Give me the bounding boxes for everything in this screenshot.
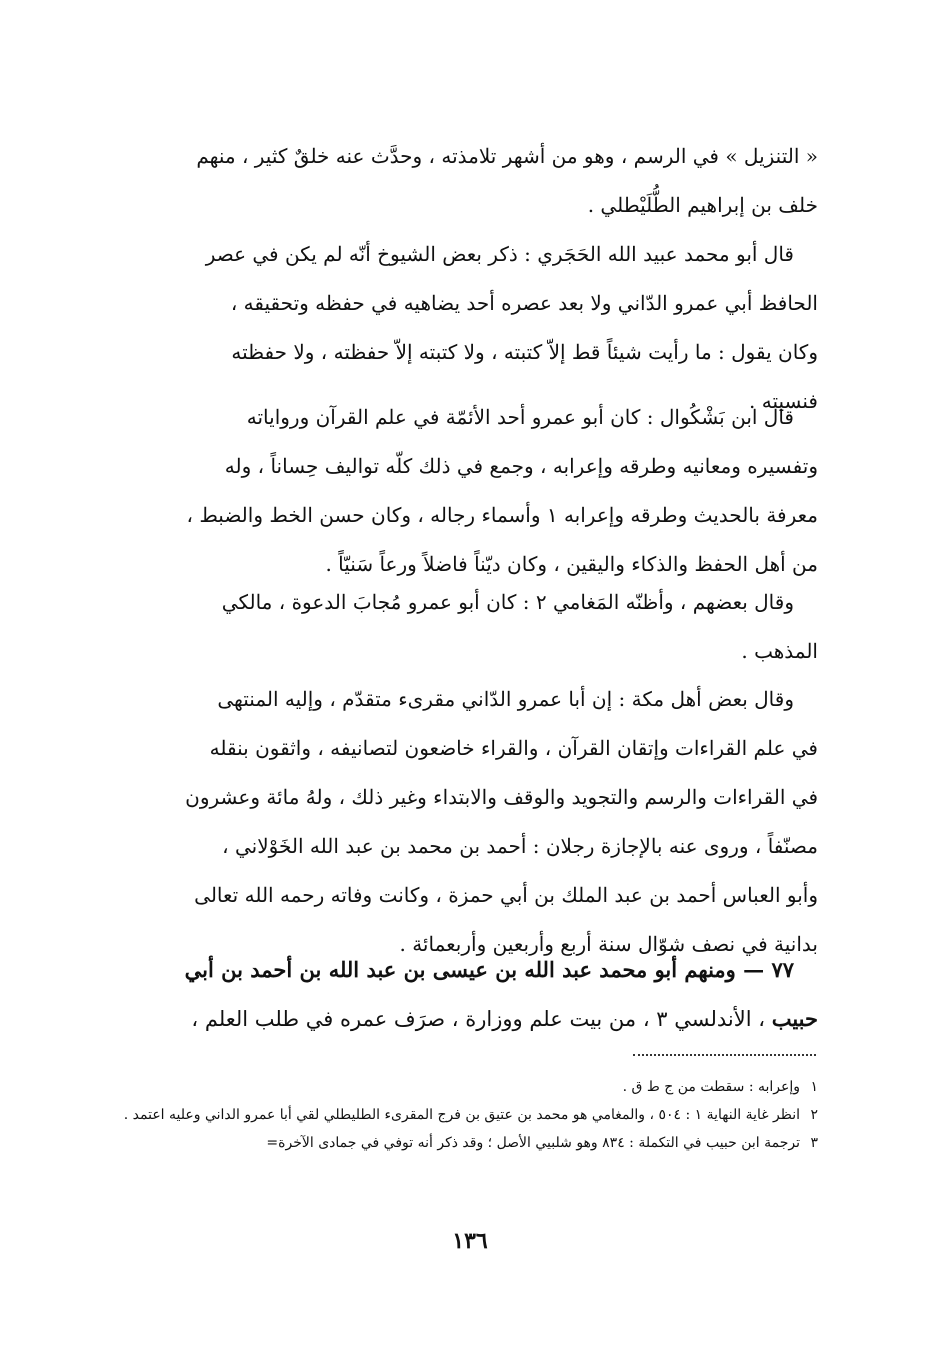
line-text: وقال بعضهم ، وأظنّه المَغامي ٢ : كان أبو عمرو مُجابَ الدعوة ، مالكي <box>221 590 794 614</box>
page-number: ١٣٦ <box>452 1228 488 1254</box>
footnote-text: ترجمة ابن حبيب في التكملة : ٨٣٤ وهو شلبيي الأصل ؛ وقد ذكر أنه توفي في جمادى الآخرة= <box>266 1135 801 1151</box>
entry-number: ٧٧ <box>771 957 794 982</box>
line-text: فنسيته . <box>749 389 818 413</box>
entry-text: ، الأندلسي ٣ ، من بيت علم ووزارة ، صرَف عمره في طلب العلم ، <box>191 1007 766 1031</box>
line-text: وأبو العباس أحمد بن عبد الملك بن أبي حمزة ، وكانت وفاته رحمه الله تعالى <box>194 883 818 907</box>
paragraph-line <box>118 822 818 871</box>
line-text: وتفسيره ومعانيه وطرقه وإعرابه ، وجمع في ذلك كلّه تواليف حِساناً ، وله <box>224 454 818 478</box>
paragraph-line <box>118 871 818 920</box>
footnote-number: ٢ <box>810 1107 818 1123</box>
line-text: في القراءات والرسم والتجويد والوقف والابتداء وغير ذلك ، ولهُ مائة وعشرون <box>185 785 818 809</box>
paragraph-line <box>118 627 818 676</box>
footnote-number: ١ <box>810 1079 818 1095</box>
entry-name: ومنهم أبو محمد عبد الله بن عيسى بن عبد الله بن أحمد بن أبي <box>184 957 736 982</box>
paragraph-line <box>118 491 818 540</box>
footnote-divider <box>633 1054 816 1056</box>
paragraph-line <box>118 773 818 822</box>
line-text: في علم القراءات وإتقان القرآن ، والقراء خاضعون لتصانيفه ، واثقون بنقله <box>209 736 818 760</box>
entry-name-end: حبيب <box>771 1006 818 1031</box>
footnote <box>118 1129 818 1157</box>
footnote-text: وإعرابه : سقطت من ج ط ق . <box>622 1079 801 1095</box>
paragraph-line <box>118 724 818 773</box>
line-text: من أهل الحفظ والذكاء واليقين ، وكان ديّناً فاضلاً ورعاً سَنيّاً . <box>325 552 818 576</box>
footnote <box>118 1073 818 1101</box>
entry-heading-line <box>118 945 818 994</box>
paragraph-1 <box>118 132 818 230</box>
paragraph-line <box>118 181 818 230</box>
paragraph-line <box>118 279 818 328</box>
line-text: وكان يقول : ما رأيت شيئاً قط إلاّ كتبته ، ولا كتبته إلاّ حفظته ، ولا حفظته <box>231 340 818 364</box>
line-text: قال ابن بَشْكُوال : كان أبو عمرو أحد الأئمّة في علم القرآن ورواياته <box>246 405 794 429</box>
line-text: معرفة بالحديث وطرقه وإعرابه ١ وأسماء رجاله ، وكان حسن الخط والضبط ، <box>186 503 818 527</box>
line-text: المذهب . <box>741 639 818 663</box>
line-text: « التنزيل » في الرسم ، وهو من أشهر تلامذته ، وحدَّث عنه خلقٌ كثير ، منهم <box>196 144 818 168</box>
biography-entry <box>118 945 818 1044</box>
paragraph-line <box>118 132 818 181</box>
paragraph-line <box>118 675 818 724</box>
entry-line <box>118 994 818 1044</box>
paragraph-line <box>118 230 818 279</box>
line-text: الحافظ أبي عمرو الدّاني ولا بعد عصره أحد يضاهيه في حفظه وتحقيقه ، <box>230 291 818 315</box>
paragraph-line <box>118 578 818 627</box>
line-text: مصنّفاً ، وروى عنه بالإجازة رجلان : أحمد بن محمد بن عبد الله الخَوْلاني ، <box>222 834 818 858</box>
entry-dash: — <box>743 957 765 982</box>
footnote <box>118 1101 818 1129</box>
line-text: قال أبو محمد عبيد الله الحَجَري : ذكر بعض الشيوخ أنّه لم يكن في عصر <box>205 242 794 266</box>
paragraph-4 <box>118 578 818 676</box>
paragraph-line <box>118 442 818 491</box>
paragraph-5 <box>118 675 818 969</box>
line-text: وقال بعض أهل مكة : إن أبا عمرو الدّاني مقرىء متقدّم ، وإليه المنتهى <box>217 687 794 711</box>
line-text: خلف بن إبراهيم الطُّلَيْطلي . <box>587 193 818 217</box>
footnotes <box>118 1073 818 1157</box>
line-text: بدانية في نصف شوّال سنة أربع وأربعين وأربعمائة . <box>399 932 818 956</box>
footnote-text: انظر غاية النهاية ١ : ٥٠٤ ، والمغامي هو محمد بن عتيق بن فرج المقرىء الطليطلي لقي أبا عمرو الداني وعليه اعتمد . <box>123 1107 801 1123</box>
footnote-number: ٣ <box>810 1135 818 1151</box>
paragraph-3 <box>118 393 818 589</box>
paragraph-line <box>118 328 818 377</box>
paragraph-line <box>118 393 818 442</box>
